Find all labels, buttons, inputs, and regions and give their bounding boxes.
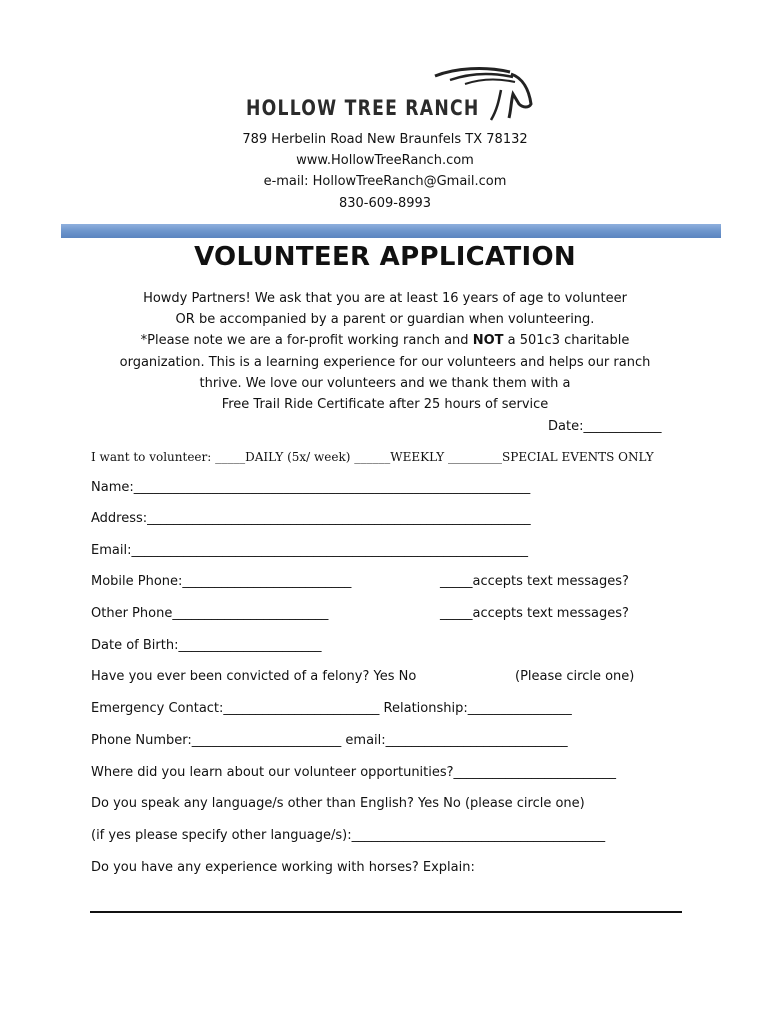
intro-not-bold: NOT [472,333,504,348]
intro-line-3a: *Please note we are a for-profit working ranch and [140,333,473,348]
intro-line-4: organization. This is a learning experience for our volunteers and helps our ranch [119,355,651,370]
header-divider-bar [61,224,721,238]
felony-note: (Please circle one) [515,669,635,684]
language-question[interactable]: Do you speak any language/s other than English? Yes No (please circle one) [91,796,585,811]
page-title: VOLUNTEER APPLICATION [194,242,576,272]
intro-line-1: Howdy Partners! We ask that you are at least 16 years of age to volunteer [143,291,627,306]
intro-line-3b: a 501c3 charitable [503,333,630,348]
volunteer-frequency[interactable]: I want to volunteer: _____DAILY (5x/ week) ______WEEKLY _________SPECIAL EVENTS ONLY [91,450,654,464]
language-specify-field[interactable]: (if yes please specify other language/s):_______________________________________ [91,828,606,843]
intro-line-5: thrive. We love our volunteers and we thank them with a [199,376,571,391]
other-accepts-text[interactable]: _____accepts text messages? [440,606,629,621]
ranch-email: e-mail: HollowTreeRanch@Gmail.com [263,174,507,189]
phone-email-field[interactable]: Phone Number:_______________________ email:____________________________ [91,733,568,748]
ranch-phone: 830-609-8993 [338,196,432,211]
horse-experience-question: Do you have any experience working with horses? Explain: [91,860,475,875]
logo-text: HOLLOW TREE RANCH [246,96,480,120]
horse-experience-answer-line[interactable] [90,911,682,913]
ranch-website: www.HollowTreeRanch.com [296,153,474,168]
dob-field[interactable]: Date of Birth:______________________ [91,638,322,653]
ranch-logo [240,64,540,124]
felony-question[interactable]: Have you ever been convicted of a felony? Yes No [91,669,417,684]
learn-about-field[interactable]: Where did you learn about our volunteer opportunities?_________________________ [91,765,617,780]
emergency-contact-field[interactable]: Emergency Contact:________________________ Relationship:________________ [91,701,572,716]
mobile-phone-field[interactable]: Mobile Phone:__________________________ [91,574,352,589]
address-field[interactable]: Address:___________________________________________________________ [91,511,531,526]
email-field[interactable]: Email:_____________________________________________________________ [91,543,528,558]
other-phone-field[interactable]: Other Phone________________________ [91,606,329,621]
name-field[interactable]: Name:_____________________________________________________________ [91,480,531,495]
intro-line-2: OR be accompanied by a parent or guardian when volunteering. [175,312,595,327]
mobile-accepts-text[interactable]: _____accepts text messages? [440,574,629,589]
intro-line-6: Free Trail Ride Certificate after 25 hours of service [221,397,549,412]
intro-line-3 [0,333,770,348]
ranch-address: 789 Herbelin Road New Braunfels TX 78132 [242,132,528,147]
date-field[interactable]: Date:____________ [548,419,662,434]
